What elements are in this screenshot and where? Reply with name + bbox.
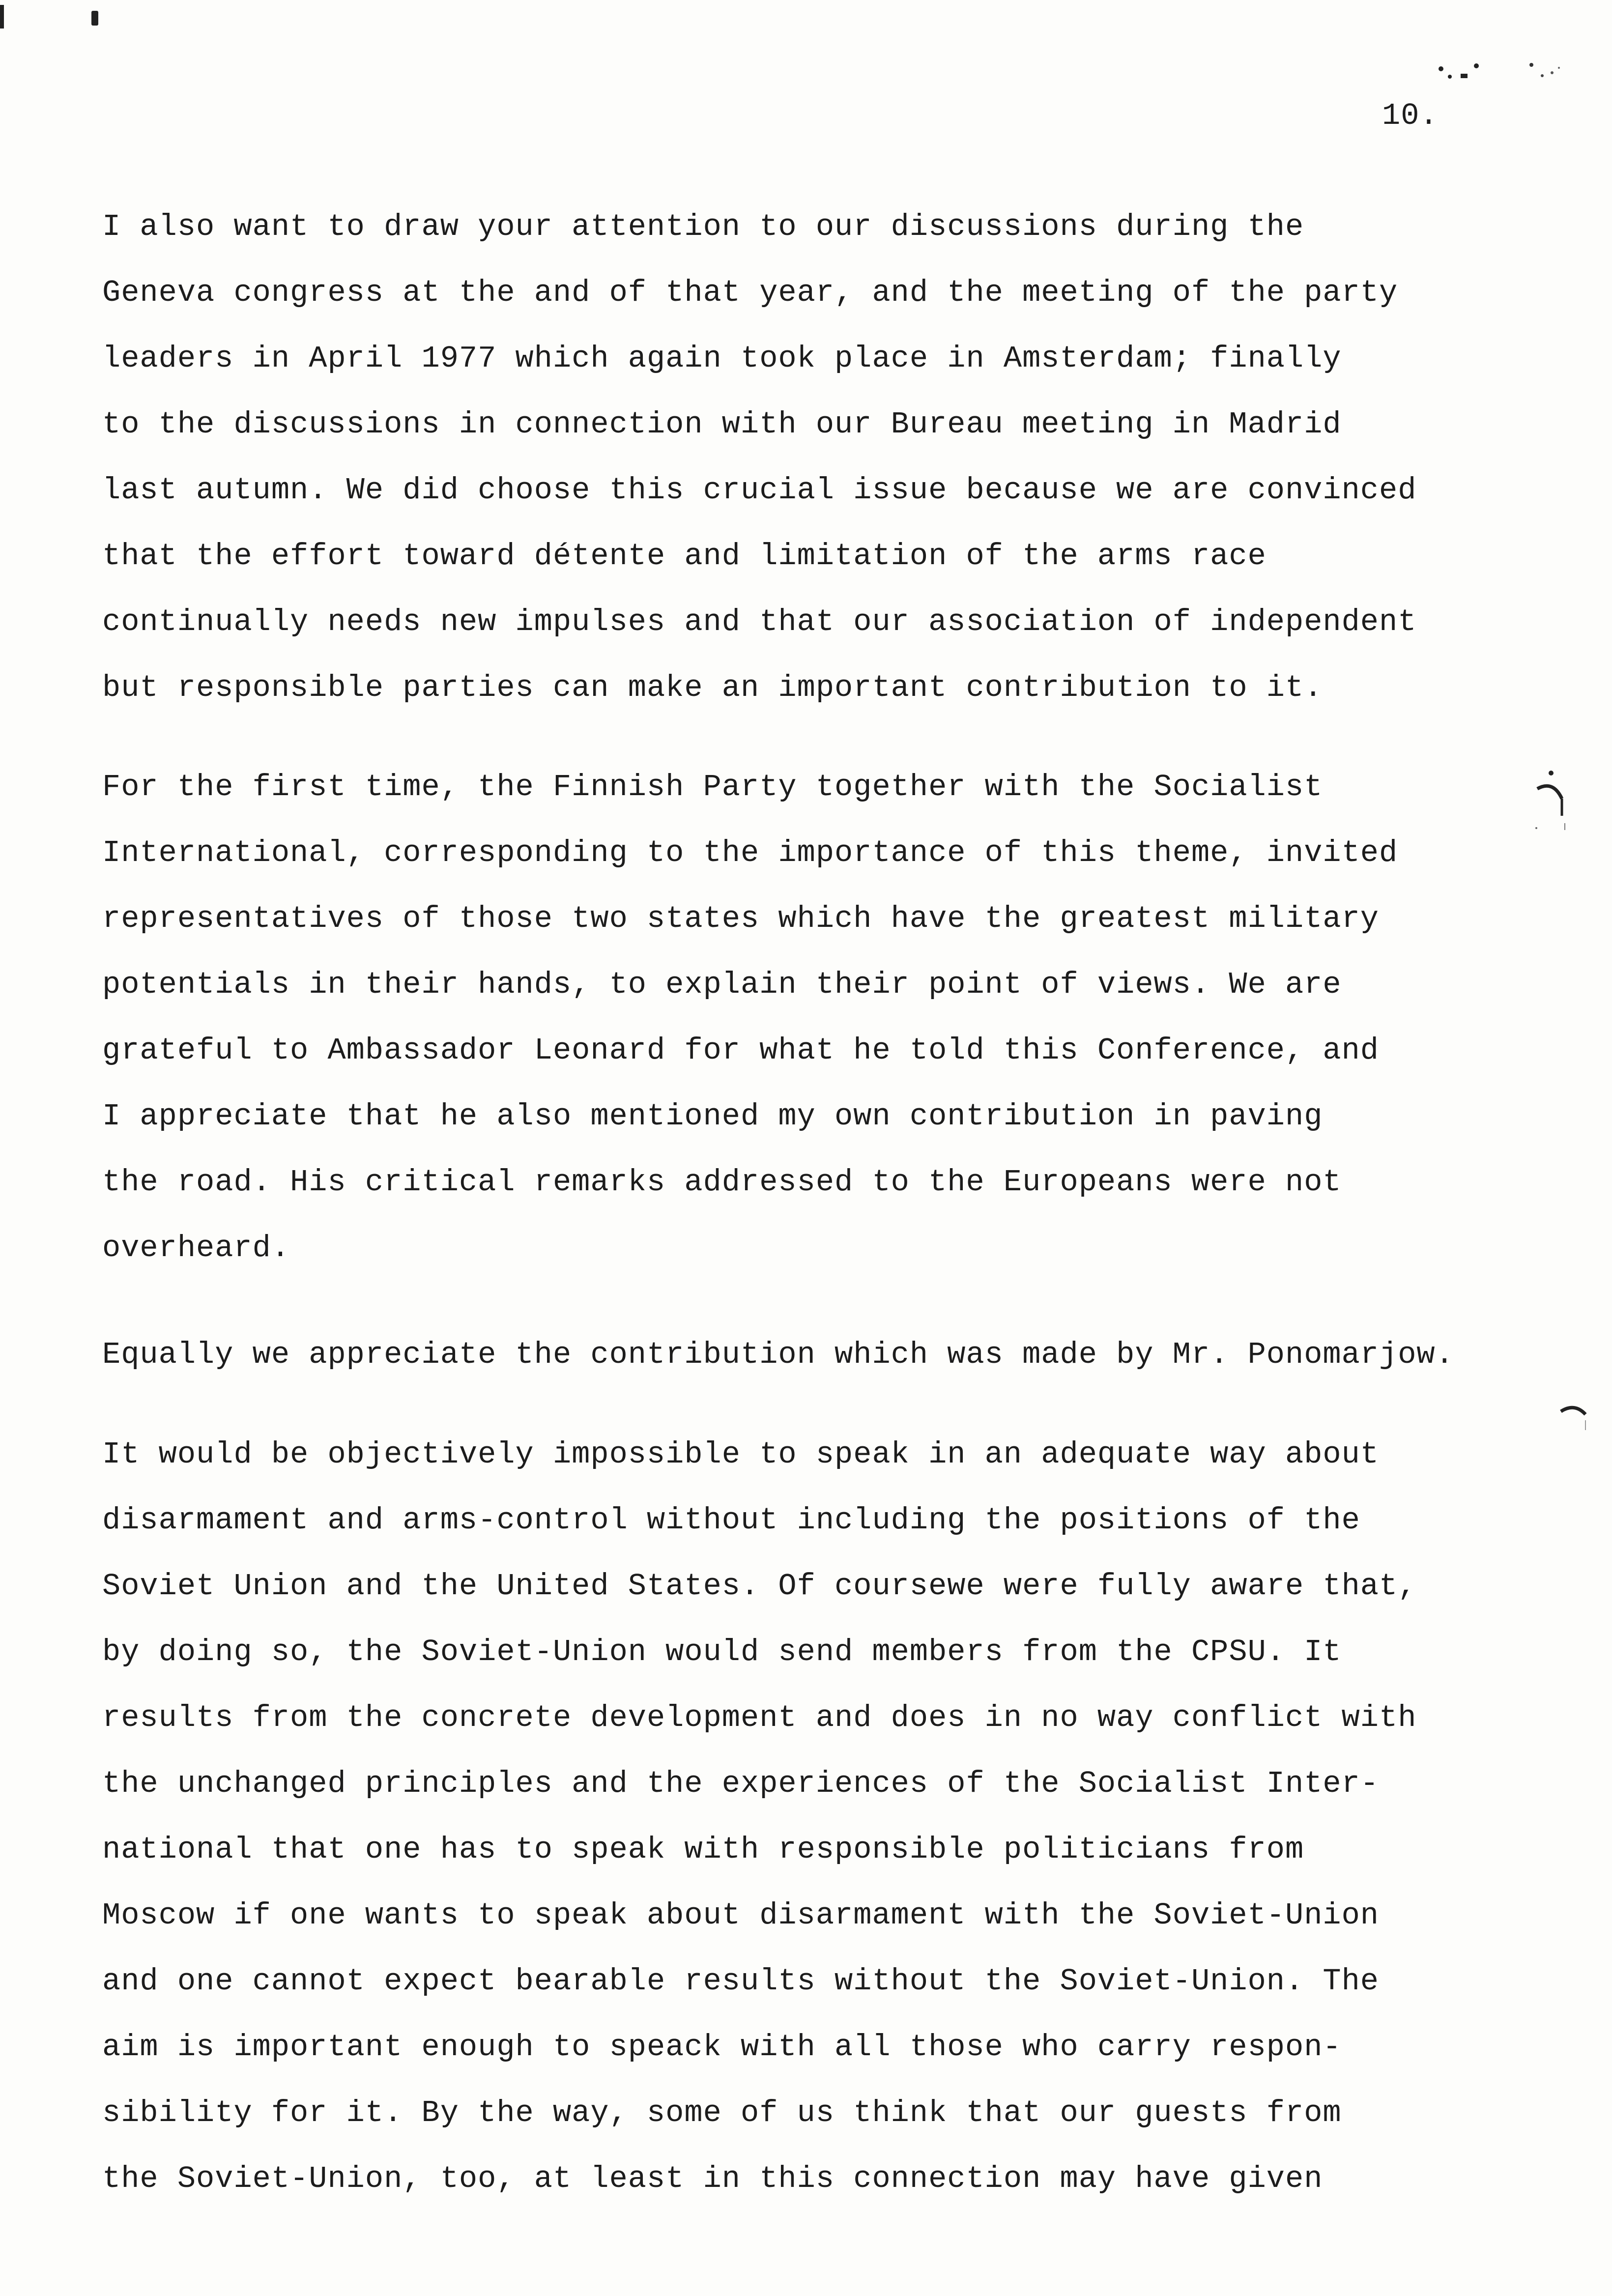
text-line: I appreciate that he also mentioned my own contribution in paving (102, 1099, 1323, 1134)
margin-tick-mark (0, 5, 4, 29)
text-line: and one cannot expect bearable results without the Soviet-Union. The (102, 1964, 1380, 1999)
text-line: national that one has to speak with responsible politicians from (102, 1832, 1304, 1867)
text-line: It would be objectively impossible to speak in an adequate way about (102, 1437, 1380, 1472)
text-line: continually needs new impulses and that our association of independent (102, 604, 1417, 639)
text-line: potentials in their hands, to explain their point of views. We are (102, 967, 1342, 1002)
paragraph-4 (102, 1422, 1537, 2212)
top-tick-mark (91, 11, 98, 26)
text-line: representatives of those two states which have the greatest military (102, 901, 1380, 936)
text-line: Equally we appreciate the contribution which was made by Mr. Ponomarjow. (102, 1337, 1454, 1372)
text-line: by doing so, the Soviet-Union would send members from the CPSU. It (102, 1635, 1342, 1669)
text-line: sibility for it. By the way, some of us think that our guests from (102, 2095, 1342, 2130)
text-line: results from the concrete development and does in no way conflict with (102, 1700, 1417, 1735)
text-line: Moscow if one wants to speak about disarmament with the Soviet-Union (102, 1898, 1380, 1933)
text-line: overheard. (102, 1231, 290, 1265)
text-line: International, corresponding to the importance of this theme, invited (102, 835, 1398, 870)
text-line: the Soviet-Union, too, at least in this connection may have given (102, 2161, 1323, 2196)
text-line: For the first time, the Finnish Party together with the Socialist (102, 770, 1323, 804)
text-line: I also want to draw your attention to our discussions during the (102, 209, 1304, 244)
margin-bracket-icon (1558, 1401, 1587, 1440)
page-number: 10. (1382, 98, 1439, 133)
text-line: the road. His critical remarks addressed to the Europeans were not (102, 1165, 1342, 1200)
text-line: Geneva congress at the and of that year, and the meeting of the party (102, 275, 1398, 310)
paragraph-3 (102, 1322, 1537, 1388)
text-line: to the discussions in connection with our Bureau meeting in Madrid (102, 407, 1342, 442)
stray-marks-icon (1435, 59, 1563, 98)
text-line: but responsible parties can make an important contribution to it. (102, 670, 1323, 705)
text-line: aim is important enough to speack with all those who carry respon- (102, 2030, 1342, 2065)
text-line: leaders in April 1977 which again took place in Amsterdam; finally (102, 341, 1342, 376)
text-line: the unchanged principles and the experiences of the Socialist Inter- (102, 1766, 1380, 1801)
paragraph-1 (102, 194, 1537, 721)
text-line: disarmament and arms-control without including the positions of the (102, 1503, 1360, 1538)
paragraph-2 (102, 754, 1537, 1281)
text-line: Soviet Union and the United States. Of coursewe were fully aware that, (102, 1569, 1417, 1604)
text-line: that the effort toward détente and limitation of the arms race (102, 539, 1267, 574)
text-line: grateful to Ambassador Leonard for what he told this Conference, and (102, 1033, 1380, 1068)
text-line: last autumn. We did choose this crucial issue because we are convinced (102, 473, 1417, 508)
margin-bracket-icon (1533, 769, 1568, 833)
